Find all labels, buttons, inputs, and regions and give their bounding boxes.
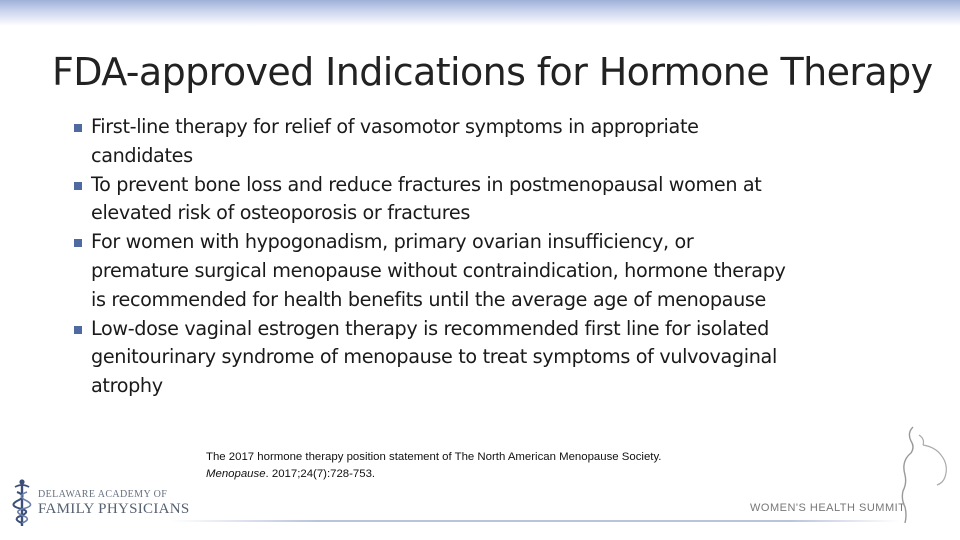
citation <box>206 449 766 483</box>
dafp-logo <box>10 478 190 528</box>
citation-details: . 2017;24(7):728-753. <box>265 468 376 480</box>
footer-rule <box>170 520 900 522</box>
bullet-item <box>72 315 792 401</box>
woman-silhouette-icon <box>893 425 953 525</box>
bullet-item <box>72 113 792 171</box>
bullet-square-icon <box>74 239 82 247</box>
bullet-list <box>72 113 792 401</box>
logo-line2: FAMILY PHYSICIANS <box>38 501 190 517</box>
bullet-item <box>72 228 792 314</box>
bullet-text: First-line therapy for relief of vasomotor symptoms in appropriate candidates <box>91 115 699 167</box>
caduceus-icon <box>10 478 34 528</box>
slide-title: FDA-approved Indications for Hormone Therapy <box>52 50 933 94</box>
bullet-text: To prevent bone loss and reduce fractures in postmenopausal women at elevated risk of osteoporosis or fractures <box>91 172 762 225</box>
summit-label: WOMEN'S HEALTH SUMMIT <box>750 502 906 514</box>
header-band <box>0 0 960 26</box>
bullet-square-icon <box>74 124 82 132</box>
citation-line2 <box>206 466 766 483</box>
bullet-square-icon <box>74 182 82 190</box>
logo-line1: DELAWARE ACADEMY OF <box>38 489 168 500</box>
citation-line1: The 2017 hormone therapy position statement of The North American Menopause Society. <box>206 451 662 463</box>
bullet-item <box>72 171 792 229</box>
bullet-square-icon <box>74 326 82 334</box>
bullet-text: For women with hypogonadism, primary ovarian insufficiency, or premature surgical menopause without contraindication, hormone therapy is recommended for health benefits until the average age of menopause <box>91 230 786 311</box>
bullet-text: Low-dose vaginal estrogen therapy is recommended first line for isolated genitourinary syndrome of menopause to treat symptoms of vulvovaginal atrophy <box>91 316 777 398</box>
citation-journal: Menopause <box>206 468 266 480</box>
